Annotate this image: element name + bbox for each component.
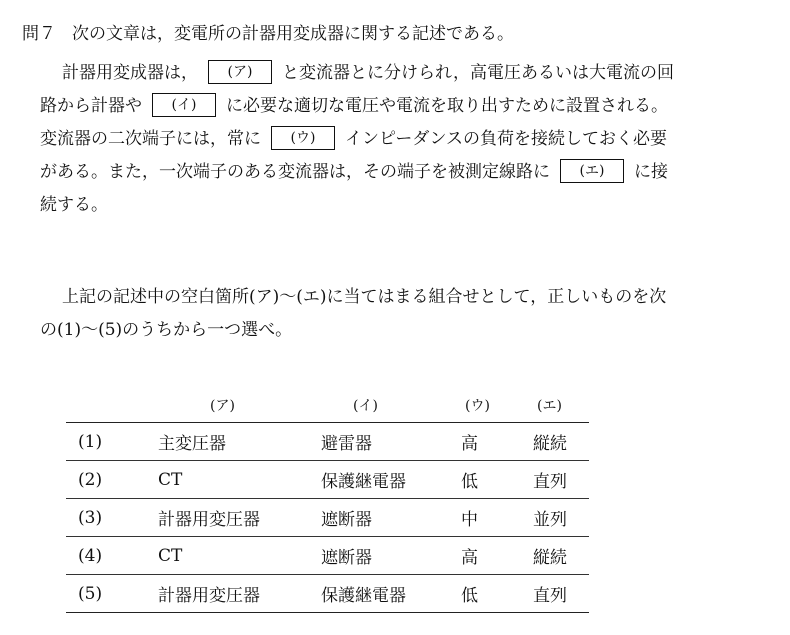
- passage-text: 路から計器や: [40, 96, 142, 116]
- passage-text: がある。また，一次端子のある変流器は，その端子を被測定線路に: [40, 162, 550, 182]
- column-header-a: (ア): [210, 398, 235, 414]
- question-number: 問７: [22, 24, 56, 44]
- cell-u: 高: [461, 434, 478, 454]
- blank-e: (エ): [560, 159, 624, 183]
- cell-u: 高: [461, 548, 478, 568]
- question-title: 次の文章は，変電所の計器用変成器に関する記述である。: [72, 24, 514, 44]
- cell-e: 直列: [533, 472, 567, 492]
- blank-i: (イ): [152, 93, 216, 117]
- passage-text: 続する。: [40, 195, 108, 215]
- cell-u: 低: [461, 586, 478, 606]
- table-row: [66, 575, 589, 613]
- passage-line-3: [40, 123, 770, 156]
- instruction: [40, 281, 770, 347]
- column-header-i: (イ): [353, 398, 378, 414]
- column-header: [66, 388, 158, 423]
- table-row: [66, 499, 589, 537]
- passage-text: に接: [634, 162, 668, 182]
- cell-u: 低: [461, 472, 478, 492]
- column-header-e: (エ): [537, 398, 562, 414]
- table-row: [66, 537, 589, 575]
- passage-text: 計器用変成器は，: [62, 63, 198, 83]
- passage-text: 変流器の二次端子には，常に: [40, 129, 261, 149]
- passage-text: と変流器とに分けられ，高電圧あるいは大電流の回: [282, 63, 675, 83]
- question-header: [22, 20, 514, 48]
- cell-a: 主変圧器: [158, 434, 226, 454]
- cell-i: 保護継電器: [321, 472, 406, 492]
- passage: [40, 57, 770, 222]
- cell-i: 遮断器: [321, 510, 372, 530]
- choice-number: (1): [78, 431, 103, 452]
- cell-e: 縦続: [533, 548, 567, 568]
- cell-e: 並列: [533, 510, 567, 530]
- answer-choices-table: [66, 388, 589, 613]
- cell-i: 遮断器: [321, 548, 372, 568]
- passage-line-5: [40, 189, 770, 222]
- cell-i: 保護継電器: [321, 586, 406, 606]
- cell-a: 計器用変圧器: [158, 510, 260, 530]
- table-row: [66, 423, 589, 461]
- cell-u: 中: [461, 510, 478, 530]
- passage-line-1: [40, 57, 770, 90]
- cell-i: 避雷器: [321, 434, 372, 454]
- cell-e: 縦続: [533, 434, 567, 454]
- passage-line-4: [40, 156, 770, 189]
- blank-u: (ウ): [271, 126, 335, 150]
- instruction-line-2: の(1)～(5)のうちから一つ選べ。: [40, 320, 293, 340]
- cell-a: 計器用変圧器: [158, 586, 260, 606]
- cell-a: CT: [158, 545, 183, 566]
- choice-number: (4): [78, 545, 103, 566]
- choice-number: (5): [78, 583, 103, 604]
- instruction-line-1: 上記の記述中の空白箇所(ア)～(エ)に当てはまる組合せとして，正しいものを次: [62, 287, 667, 307]
- cell-a: CT: [158, 469, 183, 490]
- passage-text: に必要な適切な電圧や電流を取り出すために設置される。: [226, 96, 668, 116]
- column-header-u: (ウ): [465, 398, 490, 414]
- blank-a: (ア): [208, 60, 272, 84]
- cell-e: 直列: [533, 586, 567, 606]
- table-row: [66, 461, 589, 499]
- passage-line-2: [40, 90, 770, 123]
- choice-number: (3): [78, 507, 103, 528]
- table-header-row: [66, 388, 589, 423]
- passage-text: インピーダンスの負荷を接続しておく必要: [345, 129, 667, 149]
- choice-number: (2): [78, 469, 103, 490]
